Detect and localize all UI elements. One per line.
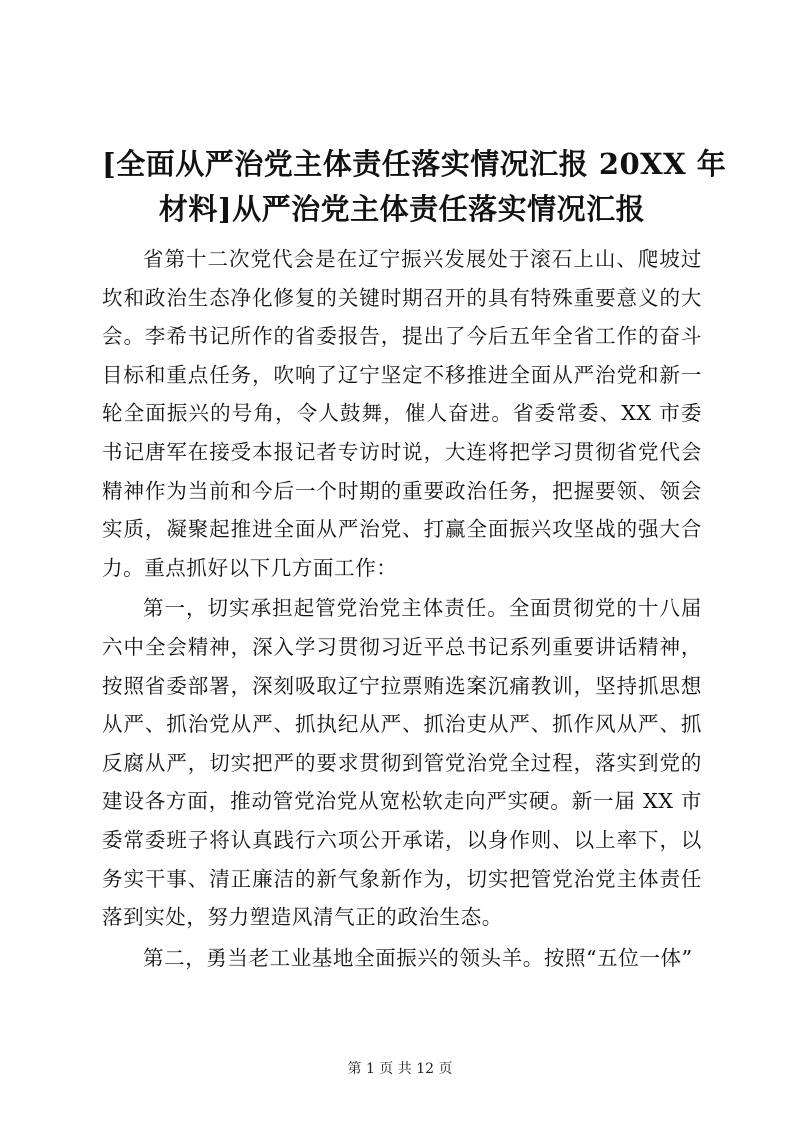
- title-line-1: [全面从严治党主体责任落实情况汇报 20XX 年: [102, 147, 727, 181]
- title-line-2: 材料]从严治党主体责任落实情况汇报: [158, 192, 646, 226]
- paragraph-intro: 省第十二次党代会是在辽宁振兴发展处于滚石上山、爬坡过坎和政治生态净化修复的关键时期召开的具有特殊重要意义的大会。李希书记所作的省委报告，提出了今后五年全省工作的奋斗目标和重点任务，吹响了辽宁坚定不移推进全面从严治党和新一轮全面振兴的号角，令人鼓舞，催人奋进。省委常委、XX 市委书记唐军在接受本报记者专访时说，大连将把学习贯彻省党代会精神作为当前和今后一个时期的重要政治任务，把握要领、领会实质，凝聚起推进全面从严治党、打赢全面振兴攻坚战的强大合力。重点抓好以下几方面工作：: [102, 247, 702, 580]
- document-title: [102, 142, 727, 232]
- paragraph-first-point: 第一，切实承担起管党治党主体责任。全面贯彻党的十八届六中全会精神，深入学习贯彻习近平总书记系列重要讲话精神，按照省委部署，深刻吸取辽宁拉票贿选案沉痛教训，坚持抓思想从严、抓治党从严、抓执纪从严、抓治吏从严、抓作风从严、抓反腐从严，切实把严的要求贯彻到管党治党全过程，落实到党的建设各方面，推动管党治党从宽松软走向严实硬。新一届 XX 市委常委班子将认真践行六项公开承诺，以身作则、以上率下，以务实干事、清正廉洁的新气象新作为，切实把管党治党主体责任落到实处，努力塑造风清气正的政治生态。: [102, 596, 702, 930]
- page-footer: 第 1 页 共 12 页: [347, 1061, 453, 1077]
- paragraph-second-point: 第二，勇当老工业基地全面振兴的领头羊。按照“五位一体”: [143, 945, 693, 970]
